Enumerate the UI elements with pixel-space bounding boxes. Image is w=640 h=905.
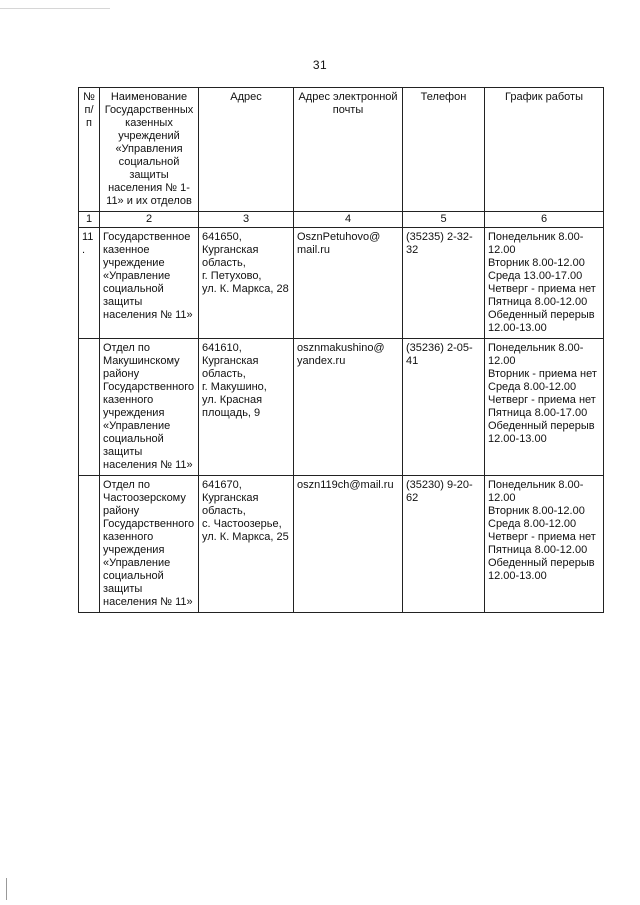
institution-phone: (35230) 9-20-62 (403, 476, 485, 613)
table-row (79, 476, 604, 613)
institution-phone: (35235) 2-32-32 (403, 228, 485, 339)
row-number (79, 476, 100, 613)
institution-schedule: Понедельник 8.00-12.00 Вторник - приема нет Среда 8.00-12.00 Четверг - приема нет Пятница 8.00-17.00 Обеденный перерыв 12.00-13.00 (485, 339, 604, 476)
page-number: 31 (312, 58, 328, 72)
column-number-row (79, 212, 604, 228)
institution-email: osznmakushino@ yandex.ru (294, 339, 403, 476)
column-number: 5 (403, 212, 485, 228)
scan-top-rule (0, 8, 110, 9)
institution-email: oszn119ch@mail.ru (294, 476, 403, 613)
header-number: № п/п (79, 88, 100, 212)
table-row (79, 228, 604, 339)
institution-schedule: Понедельник 8.00-12.00 Вторник 8.00-12.00 Среда 13.00-17.00 Четверг - приема нет Пятница 8.00-12.00 Обеденный перерыв 12.00-13.00 (485, 228, 604, 339)
institution-email: OsznPetuhovo@ mail.ru (294, 228, 403, 339)
institution-name: Отдел по Макушинскому району Государственного казенного учреждения «Управление социальной защиты населения № 11» (100, 339, 199, 476)
institution-address: 641650, Курганская область, г. Петухово, ул. К. Маркса, 28 (199, 228, 294, 339)
column-number: 6 (485, 212, 604, 228)
institution-schedule: Понедельник 8.00-12.00 Вторник 8.00-12.00 Среда 8.00-12.00 Четверг - приема нет Пятница 8.00-12.00 Обеденный перерыв 12.00-13.00 (485, 476, 604, 613)
header-row (79, 88, 604, 212)
header-schedule: График работы (485, 88, 604, 212)
institution-address: 641670, Курганская область, с. Частоозерье, ул. К. Маркса, 25 (199, 476, 294, 613)
header-address: Адрес (199, 88, 294, 212)
scan-edge-mark (6, 878, 7, 900)
column-number: 3 (199, 212, 294, 228)
institution-phone: (35236) 2-05-41 (403, 339, 485, 476)
institution-name: Отдел по Частоозерскому району Государственного казенного учреждения «Управление социальной защиты населения № 11» (100, 476, 199, 613)
header-phone: Телефон (403, 88, 485, 212)
institution-name: Государственное казенное учреждение «Управление социальной защиты населения № 11» (100, 228, 199, 339)
table-row (79, 339, 604, 476)
row-number: 11. (79, 228, 100, 339)
column-number: 4 (294, 212, 403, 228)
institutions-table (78, 87, 604, 613)
row-number (79, 339, 100, 476)
column-number: 2 (100, 212, 199, 228)
column-number: 1 (79, 212, 100, 228)
header-name: Наименование Государственных казенных учреждений «Управления социальной защиты населения № 1-11» и их отделов (100, 88, 199, 212)
institution-address: 641610, Курганская область, г. Макушино, ул. Красная площадь, 9 (199, 339, 294, 476)
header-email: Адрес электронной почты (294, 88, 403, 212)
